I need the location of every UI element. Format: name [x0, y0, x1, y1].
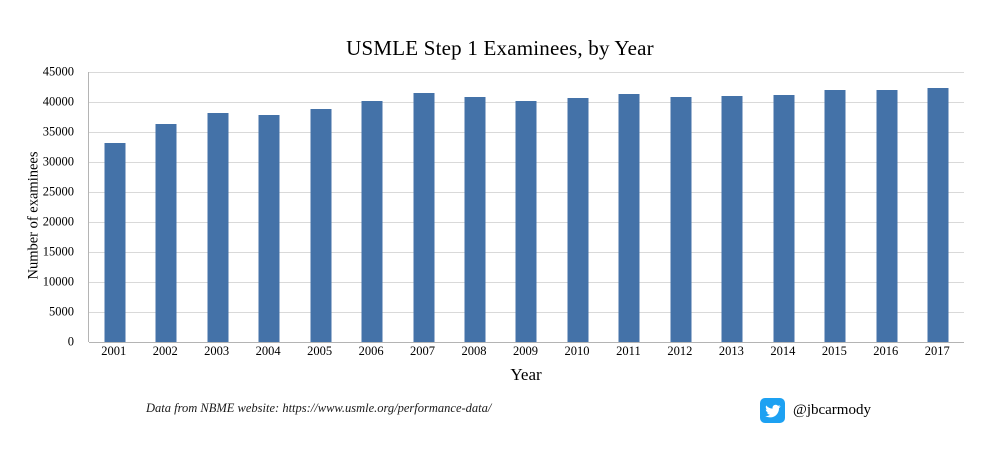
x-axis-tick-label: 2017 — [924, 344, 950, 358]
bar — [207, 113, 228, 342]
bar-slot — [89, 72, 140, 342]
y-axis-tick-label: 5000 — [49, 304, 74, 319]
bar-slot — [655, 72, 706, 342]
bar-slot — [552, 72, 603, 342]
y-axis-tick-label: 20000 — [42, 214, 74, 229]
bar — [259, 115, 280, 342]
bar-slot — [707, 72, 758, 342]
bar-series — [89, 72, 964, 342]
chart-title: USMLE Step 1 Examinees, by Year — [346, 36, 654, 60]
y-axis-tick-label: 35000 — [42, 124, 74, 139]
x-axis-tick-label: 2009 — [513, 344, 538, 358]
bar-slot — [140, 72, 191, 342]
bar-slot — [243, 72, 294, 342]
x-axis-tick-label: 2016 — [873, 344, 899, 358]
twitter-credit — [760, 398, 871, 423]
x-axis-tick-label: 2002 — [152, 344, 178, 358]
plot-area — [88, 72, 964, 342]
y-axis-tick-label: 0 — [67, 334, 74, 349]
x-axis-tick-label: 2014 — [770, 344, 796, 358]
y-axis-tick-labels — [0, 64, 82, 349]
bar-slot — [604, 72, 655, 342]
y-axis-title: Number of examinees — [25, 151, 42, 280]
bar — [516, 101, 537, 342]
x-axis-tick-label: 2005 — [307, 344, 333, 358]
bar-slot — [449, 72, 500, 342]
y-axis-tick-label: 45000 — [42, 64, 74, 79]
x-axis-tick-label: 2010 — [564, 344, 590, 358]
bar — [670, 97, 691, 342]
bar-slot — [346, 72, 397, 342]
x-axis-tick-label: 2004 — [255, 344, 281, 358]
source-note: Data from NBME website: https://www.usmle.org/performance-data/ — [146, 401, 492, 415]
bar — [619, 94, 640, 342]
x-axis-tick-label: 2006 — [358, 344, 384, 358]
bar — [773, 95, 794, 342]
y-axis-tick-label: 30000 — [42, 154, 74, 169]
x-axis-tick-label: 2015 — [821, 344, 847, 358]
x-axis-tick-label: 2007 — [410, 344, 436, 358]
twitter-handle-label: @jbcarmody — [793, 402, 871, 418]
bar — [104, 143, 125, 342]
x-axis-tick-label: 2011 — [616, 344, 641, 358]
bar — [567, 98, 588, 342]
x-axis-tick-label: 2012 — [667, 344, 693, 358]
x-axis-tick-label: 2008 — [461, 344, 487, 358]
bar — [362, 101, 383, 342]
bar — [825, 90, 846, 342]
bar — [928, 88, 949, 342]
x-axis-tick-label: 2003 — [204, 344, 230, 358]
bar — [722, 96, 743, 342]
bar-slot — [501, 72, 552, 342]
bar-slot — [192, 72, 243, 342]
bar-slot — [398, 72, 449, 342]
twitter-bird-icon — [760, 398, 785, 423]
bar — [465, 97, 486, 342]
y-axis-tick-label: 40000 — [42, 94, 74, 109]
bar — [876, 90, 897, 342]
bar-slot — [913, 72, 964, 342]
bar — [310, 109, 331, 342]
x-axis-tick-label: 2013 — [718, 344, 744, 358]
x-axis-tick-label: 2001 — [101, 344, 127, 358]
y-axis-tick-label: 10000 — [42, 274, 74, 289]
bar-slot — [758, 72, 809, 342]
x-axis-tick-labels — [88, 344, 964, 366]
bar — [413, 93, 434, 342]
y-axis-tick-label: 25000 — [42, 184, 74, 199]
bar-slot — [810, 72, 861, 342]
bar — [156, 124, 177, 342]
bar-slot — [295, 72, 346, 342]
bar-slot — [861, 72, 912, 342]
y-axis-tick-label: 15000 — [42, 244, 74, 259]
x-axis-title: Year — [510, 365, 542, 384]
